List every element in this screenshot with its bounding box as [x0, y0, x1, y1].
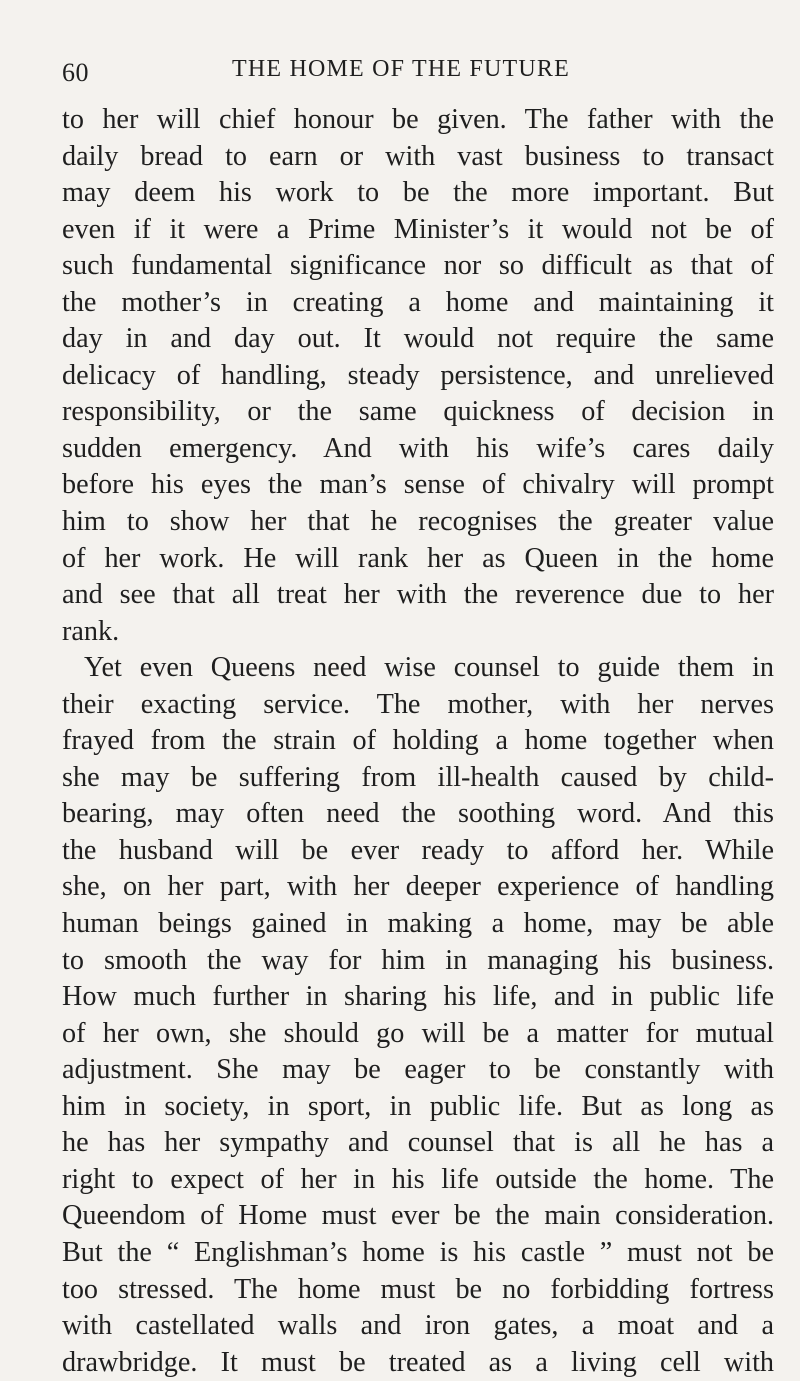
text-line: right to expect of her in his life outside the home. The: [62, 1163, 774, 1195]
paragraph-end-line: rank.: [62, 615, 120, 647]
text-line: with castellated walls and iron gates, a moat and a: [62, 1310, 774, 1342]
text-line: such fundamental significance nor so difficult as that of: [62, 250, 774, 282]
text-line: of her own, she should go will be a matter for mutual: [62, 1017, 774, 1049]
body-text: [62, 102, 774, 1381]
text-line: day in and day out. It would not require the same: [62, 323, 774, 355]
text-line: human beings gained in making a home, may be able: [62, 908, 774, 940]
text-line: Queendom of Home must ever be the main consideration.: [62, 1200, 774, 1232]
text-line: the husband will be ever ready to afford her. While: [62, 834, 774, 866]
text-line: even if it were a Prime Minister’s it would not be of: [62, 213, 774, 245]
text-line: sudden emergency. And with his wife’s cares daily: [62, 432, 774, 464]
text-line: But the “ Englishman’s home is his castle ” must not be: [62, 1236, 774, 1268]
text-line: of her work. He will rank her as Queen in the home: [62, 542, 774, 574]
text-line: may deem his work to be the more important. But: [62, 177, 774, 209]
text-line: to her will chief honour be given. The father with the: [62, 104, 774, 135]
page-number: 60: [62, 58, 89, 87]
text-line: the mother’s in creating a home and maintaining it: [62, 286, 774, 318]
text-line: their exacting service. The mother, with her nerves: [62, 688, 774, 720]
text-line: to smooth the way for him in managing his business.: [62, 944, 774, 976]
text-line: drawbridge. It must be treated as a living cell with: [62, 1346, 774, 1378]
text-line: he has her sympathy and counsel that is all he has a: [62, 1127, 774, 1159]
text-line: she may be suffering from ill-health caused by child-: [62, 761, 774, 793]
text-line: bearing, may often need the soothing word. And this: [62, 798, 774, 830]
text-line: How much further in sharing his life, and in public life: [62, 981, 774, 1013]
running-head: THE HOME OF THE FUTURE: [232, 56, 570, 82]
text-line: she, on her part, with her deeper experience of handling: [62, 871, 774, 903]
text-line: adjustment. She may be eager to be constantly with: [62, 1054, 774, 1086]
text-line: and see that all treat her with the reverence due to her: [62, 579, 774, 611]
text-line: delicacy of handling, steady persistence, and unrelieved: [62, 359, 774, 391]
paragraph-first-line: Yet even Queens need wise counsel to guide them in: [84, 652, 774, 684]
text-line: daily bread to earn or with vast business to transact: [62, 140, 774, 172]
text-line: too stressed. The home must be no forbidding fortress: [62, 1273, 774, 1305]
text-line: responsibility, or the same quickness of decision in: [62, 396, 774, 428]
text-line: him to show her that he recognises the greater value: [62, 506, 774, 538]
text-line: frayed from the strain of holding a home together when: [62, 725, 774, 757]
text-line: before his eyes the man’s sense of chivalry will prompt: [62, 469, 774, 501]
page-header: [62, 50, 762, 86]
text-line: him in society, in sport, in public life. But as long as: [62, 1090, 774, 1122]
